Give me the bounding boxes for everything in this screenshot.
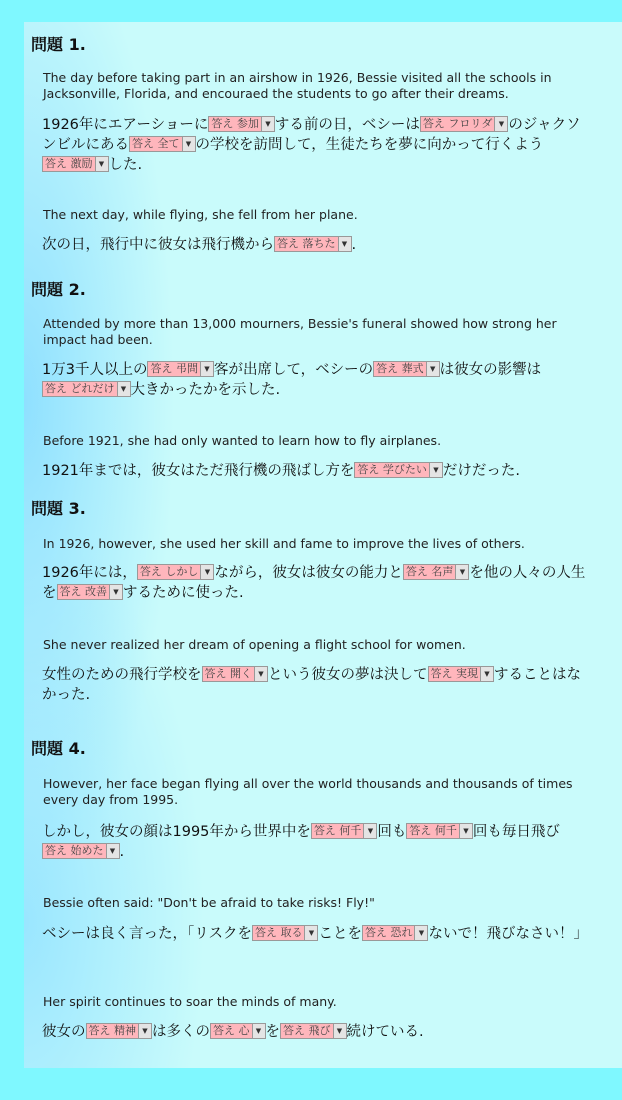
english-sentence: The next day, while flying, she fell from her plane. bbox=[43, 207, 358, 222]
answer-select[interactable]: 答え しかし ▼ bbox=[137, 564, 215, 580]
japanese-sentence: ベシーは良く言った，「リスクを 答え 取る ▼ ことを 答え 恐れ ▼ ないで！飛びなさい！」 bbox=[42, 926, 588, 942]
japanese-sentence: 1万3千人以上の 答え 弔問 ▼ 客が出席して，ベシーの 答え 葬式 ▼ は彼女の影響は答え どれだけ ▼ 大きかったかを示した. bbox=[42, 362, 542, 398]
english-sentence: She never realized her dream of opening a flight school for women. bbox=[43, 637, 466, 652]
dropdown-arrow-icon[interactable]: ▼ bbox=[429, 463, 442, 477]
japanese-sentence: 女性のための飛行学校を 答え 開く ▼ という彼女の夢は決して 答え 実現 ▼ することはなかった. bbox=[42, 667, 581, 703]
japanese-sentence: しかし，彼女の顔は1995年から世界中を 答え 何千 ▼ 回も 答え 何千 ▼ 回も毎日飛び答え 始めた ▼ . bbox=[42, 824, 560, 860]
answer-select[interactable]: 答え 精神 ▼ bbox=[86, 1023, 153, 1039]
answer-select[interactable]: 答え 弔問 ▼ bbox=[147, 361, 214, 377]
japanese-sentence: 彼女の 答え 精神 ▼ は多くの 答え 心 ▼ を 答え 飛び ▼ 続けている. bbox=[42, 1024, 424, 1040]
dropdown-arrow-icon[interactable]: ▼ bbox=[200, 565, 213, 579]
dropdown-arrow-icon[interactable]: ▼ bbox=[200, 362, 213, 376]
dropdown-arrow-icon[interactable]: ▼ bbox=[363, 824, 376, 838]
dropdown-arrow-icon[interactable]: ▼ bbox=[252, 1024, 265, 1038]
english-sentence: Her spirit continues to soar the minds of many. bbox=[43, 994, 337, 1009]
dropdown-arrow-icon[interactable]: ▼ bbox=[254, 667, 267, 681]
dropdown-arrow-icon[interactable]: ▼ bbox=[414, 926, 427, 940]
english-sentence: Attended by more than 13,000 mourners, Bessie's funeral showed how strong her impact had been. bbox=[43, 316, 557, 347]
quiz-panel bbox=[24, 22, 622, 1068]
dropdown-arrow-icon[interactable]: ▼ bbox=[109, 585, 122, 599]
dropdown-arrow-icon[interactable]: ▼ bbox=[455, 565, 468, 579]
answer-select[interactable]: 答え 心 ▼ bbox=[210, 1023, 266, 1039]
japanese-sentence: 次の日，飛行中に彼女は飛行機から 答え 落ちた ▼ . bbox=[42, 237, 357, 253]
answer-select[interactable]: 答え 名声 ▼ bbox=[403, 564, 470, 580]
japanese-sentence: 1926年には， 答え しかし ▼ ながら，彼女は彼女の能力と 答え 名声 ▼ を他の人々の人生を 答え 改善 ▼ するために使った. bbox=[42, 565, 586, 601]
answer-select[interactable]: 答え 何千 ▼ bbox=[406, 823, 473, 839]
problem-1-title: 問題 1. bbox=[31, 35, 86, 54]
dropdown-arrow-icon[interactable]: ▼ bbox=[333, 1024, 346, 1038]
dropdown-arrow-icon[interactable]: ▼ bbox=[261, 117, 274, 131]
problem-2-title: 問題 2. bbox=[31, 280, 86, 299]
dropdown-arrow-icon[interactable]: ▼ bbox=[106, 844, 119, 858]
dropdown-arrow-icon[interactable]: ▼ bbox=[480, 667, 493, 681]
answer-select[interactable]: 答え 落ちた ▼ bbox=[274, 236, 352, 252]
dropdown-arrow-icon[interactable]: ▼ bbox=[426, 362, 439, 376]
english-sentence: Before 1921, she had only wanted to learn how to fly airplanes. bbox=[43, 433, 442, 448]
answer-select[interactable]: 答え 何千 ▼ bbox=[311, 823, 378, 839]
answer-select[interactable]: 答え 激励 ▼ bbox=[42, 156, 109, 172]
answer-select[interactable]: 答え 改善 ▼ bbox=[57, 584, 124, 600]
answer-select[interactable]: 答え 始めた ▼ bbox=[42, 843, 120, 859]
japanese-sentence: 1926年にエアーショーに 答え 参加 ▼ する前の日，ベシーは 答え フロリダ ▼ のジャクソンビルにある 答え 全て ▼ の学校を訪問して，生徒たちを夢に向かって行くよう答え 激励 ▼ した. bbox=[42, 117, 581, 173]
answer-select[interactable]: 答え どれだけ ▼ bbox=[42, 381, 131, 397]
dropdown-arrow-icon[interactable]: ▼ bbox=[338, 237, 351, 251]
answer-select[interactable]: 答え 学びたい ▼ bbox=[354, 462, 443, 478]
dropdown-arrow-icon[interactable]: ▼ bbox=[304, 926, 317, 940]
answer-select[interactable]: 答え 葬式 ▼ bbox=[373, 361, 440, 377]
dropdown-arrow-icon[interactable]: ▼ bbox=[494, 117, 507, 131]
problem-3-title: 問題 3. bbox=[31, 499, 86, 518]
english-sentence: The day before taking part in an airshow in 1926, Bessie visited all the schools in Jacksonville, Florida, and encouraed the students to go after their dreams. bbox=[43, 70, 552, 101]
english-sentence: Bessie often said: "Don't be afraid to take risks! Fly!" bbox=[43, 895, 375, 910]
dropdown-arrow-icon[interactable]: ▼ bbox=[138, 1024, 151, 1038]
dropdown-arrow-icon[interactable]: ▼ bbox=[117, 382, 130, 396]
answer-select[interactable]: 答え 参加 ▼ bbox=[208, 116, 275, 132]
dropdown-arrow-icon[interactable]: ▼ bbox=[182, 137, 195, 151]
english-sentence: However, her face began flying all over the world thousands and thousands of times every day from 1995. bbox=[43, 776, 573, 807]
answer-select[interactable]: 答え フロリダ ▼ bbox=[420, 116, 509, 132]
japanese-sentence: 1921年までは，彼女はただ飛行機の飛ばし方を 答え 学びたい ▼ だけだった. bbox=[42, 463, 521, 479]
answer-select[interactable]: 答え 恐れ ▼ bbox=[362, 925, 429, 941]
answer-select[interactable]: 答え 全て ▼ bbox=[129, 136, 196, 152]
english-sentence: In 1926, however, she used her skill and fame to improve the lives of others. bbox=[43, 536, 525, 551]
dropdown-arrow-icon[interactable]: ▼ bbox=[95, 157, 108, 171]
dropdown-arrow-icon[interactable]: ▼ bbox=[459, 824, 472, 838]
answer-select[interactable]: 答え 飛び ▼ bbox=[280, 1023, 347, 1039]
answer-select[interactable]: 答え 取る ▼ bbox=[252, 925, 319, 941]
answer-select[interactable]: 答え 実現 ▼ bbox=[428, 666, 495, 682]
answer-select[interactable]: 答え 開く ▼ bbox=[202, 666, 269, 682]
problem-4-title: 問題 4. bbox=[31, 739, 86, 758]
